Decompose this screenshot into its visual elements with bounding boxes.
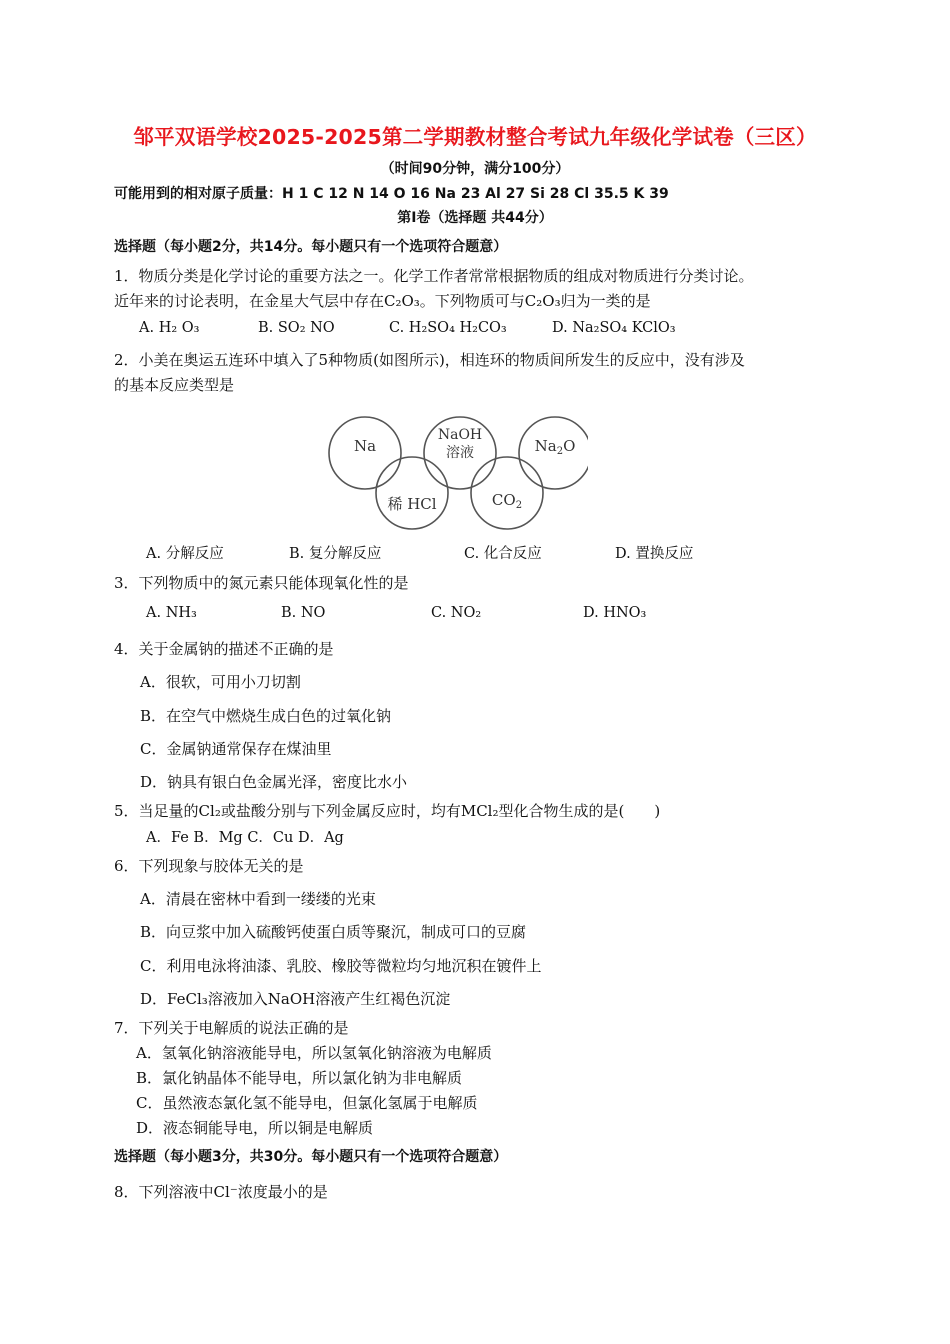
q7-option-d: D．液态铜能导电，所以铜是电解质 (136, 1119, 374, 1137)
q2-option-b: B. 复分解反应 (289, 546, 382, 562)
q2-stem-line1: 2．小美在奥运五连环中填入了5种物质(如图所示)，相连环的物质间所发生的反应中，没有涉及 (114, 351, 745, 369)
q3-option-b: B. NO (281, 605, 326, 621)
q4-option-c: C．金属钠通常保存在煤油里 (140, 740, 332, 758)
olympic-rings-diagram (328, 413, 588, 533)
q6-option-d: D．FeCl₃溶液加入NaOH溶液产生红褐色沉淀 (140, 990, 451, 1008)
section-heading-1: 选择题（每小题2分，共14分。每小题只有一个选项符合题意） (114, 239, 508, 255)
q1-stem-line2: 近年来的讨论表明，在金星大气层中存在C₂O₃。下列物质可与C₂O₃归为一类的是 (114, 292, 651, 310)
q3-stem: 3．下列物质中的氮元素只能体现氧化性的是 (114, 574, 409, 592)
q1-option-c: C. H₂SO₄ H₂CO₃ (389, 320, 507, 336)
q2-option-c: C. 化合反应 (464, 546, 542, 562)
q4-option-d: D．钠具有银白色金属光泽，密度比水小 (140, 773, 408, 791)
q5-options: A．Fe B．Mg C．Cu D．Ag (146, 830, 344, 846)
ring-label-solution: 溶液 (446, 445, 474, 461)
q4-stem: 4．关于金属钠的描述不正确的是 (114, 640, 334, 658)
q7-stem: 7．下列关于电解质的说法正确的是 (114, 1019, 349, 1037)
ring-label-naoh: NaOH (437, 427, 483, 443)
q6-stem: 6．下列现象与胶体无关的是 (114, 857, 304, 875)
section-heading-2: 选择题（每小题3分，共30分。每小题只有一个选项符合题意） (114, 1149, 508, 1165)
ring-label-co2: $CO_2$ (491, 491, 523, 511)
ring-hcl (376, 457, 448, 529)
ring-label-na2o: $Na_2O$ (534, 437, 576, 457)
volume-title: 第Ⅰ卷（选择题 共44分） (397, 210, 553, 226)
q8-stem: 8．下列溶液中Cl⁻浓度最小的是 (114, 1183, 328, 1201)
q2-option-a: A. 分解反应 (146, 546, 224, 562)
q1-stem-line1: 1．物质分类是化学讨论的重要方法之一。化学工作者常常根据物质的组成对物质进行分类讨论。 (114, 267, 754, 285)
q1-option-d: D. Na₂SO₄ KClO₃ (552, 320, 676, 336)
exam-title: 邹平双语学校2025-2025第二学期教材整合考试九年级化学试卷（三区） (133, 125, 817, 149)
q7-option-b: B．氯化钠晶体不能导电，所以氯化钠为非电解质 (136, 1069, 463, 1087)
q1-option-b: B. SO₂ NO (258, 320, 335, 336)
q6-option-a: A．清晨在密林中看到一缕缕的光束 (140, 890, 376, 908)
time-note: （时间90分钟，满分100分） (380, 161, 570, 177)
q6-option-b: B．向豆浆中加入硫酸钙使蛋白质等聚沉，制成可口的豆腐 (140, 923, 527, 941)
q7-option-c: C．虽然液态氯化氢不能导电，但氯化氢属于电解质 (136, 1094, 478, 1112)
q4-option-b: B．在空气中燃烧生成白色的过氧化钠 (140, 707, 392, 725)
q5-stem: 5．当足量的Cl₂或盐酸分别与下列金属反应时，均有MCl₂型化合物生成的是( ) (114, 802, 661, 820)
q6-option-c: C．利用电泳将油漆、乳胶、橡胶等微粒均匀地沉积在镀件上 (140, 957, 542, 975)
q1-option-a: A. H₂ O₃ (139, 320, 200, 336)
q2-stem-line2: 的基本反应类型是 (114, 376, 235, 394)
q4-option-a: A．很软，可用小刀切割 (140, 673, 301, 691)
q3-option-d: D. HNO₃ (583, 605, 647, 621)
q7-option-a: A．氢氧化钠溶液能导电，所以氢氧化钠溶液为电解质 (136, 1044, 492, 1062)
q3-option-c: C. NO₂ (431, 605, 482, 621)
q2-option-d: D. 置换反应 (615, 546, 694, 562)
q3-option-a: A. NH₃ (146, 605, 197, 621)
atomic-masses: 可能用到的相对原子质量：H 1 C 12 N 14 O 16 Na 23 Al 27 Si 28 Cl 35.5 K 39 (114, 186, 669, 202)
ring-label-hcl: 稀 HCl (387, 495, 437, 513)
ring-label-na: Na (353, 437, 377, 455)
